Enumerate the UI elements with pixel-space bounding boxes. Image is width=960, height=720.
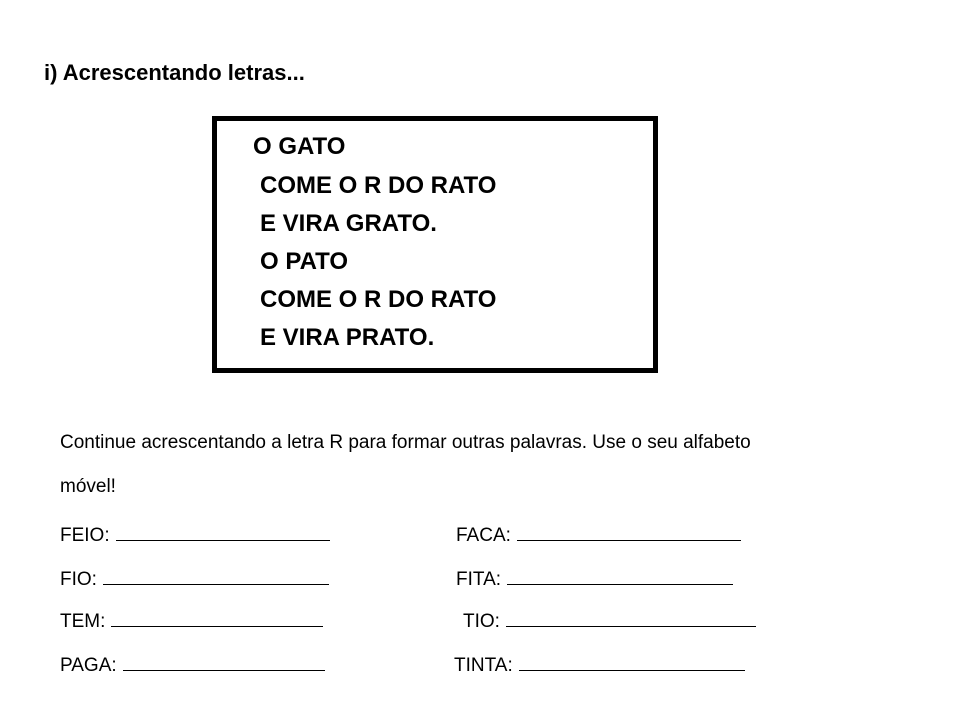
exercise-label: TINTA: bbox=[454, 655, 513, 676]
poem-line-4: O PATO bbox=[260, 248, 349, 275]
activity-title: i) Acrescentando letras... bbox=[44, 60, 305, 85]
poem-box bbox=[212, 116, 658, 373]
exercise-label: TIO: bbox=[463, 611, 500, 632]
poem-line-6: E VIRA PRATO. bbox=[260, 324, 435, 351]
exercise-tinta bbox=[454, 652, 745, 675]
answer-blank-tem[interactable] bbox=[111, 608, 323, 627]
exercise-tio bbox=[463, 608, 756, 631]
exercise-paga bbox=[60, 652, 325, 675]
exercise-label: FIO: bbox=[60, 569, 97, 590]
answer-blank-tio[interactable] bbox=[506, 608, 756, 627]
exercise-fita bbox=[456, 566, 733, 589]
poem-line-3: E VIRA GRATO. bbox=[260, 210, 437, 237]
exercise-label: PAGA: bbox=[60, 655, 117, 676]
instruction-line-1: Continue acrescentando a letra R para formar outras palavras. Use o seu alfabeto bbox=[60, 432, 751, 453]
exercise-faca bbox=[456, 522, 741, 545]
answer-blank-tinta[interactable] bbox=[519, 652, 745, 671]
exercise-fio bbox=[60, 566, 329, 589]
answer-blank-paga[interactable] bbox=[123, 652, 325, 671]
exercise-label: FITA: bbox=[456, 569, 502, 590]
answer-blank-fita[interactable] bbox=[507, 566, 733, 585]
exercise-feio bbox=[60, 522, 330, 545]
answer-blank-fio[interactable] bbox=[103, 566, 329, 585]
exercise-tem bbox=[60, 608, 323, 631]
poem-line-1: O GATO bbox=[253, 133, 346, 160]
poem-line-5: COME O R DO RATO bbox=[260, 286, 497, 313]
answer-blank-feio[interactable] bbox=[116, 522, 330, 541]
instruction-line-2: móvel! bbox=[60, 476, 116, 497]
exercise-label: TEM: bbox=[60, 611, 106, 632]
poem-line-2: COME O R DO RATO bbox=[260, 172, 497, 199]
exercise-label: FEIO: bbox=[60, 525, 110, 546]
answer-blank-faca[interactable] bbox=[517, 522, 741, 541]
exercise-label: FACA: bbox=[456, 525, 511, 546]
